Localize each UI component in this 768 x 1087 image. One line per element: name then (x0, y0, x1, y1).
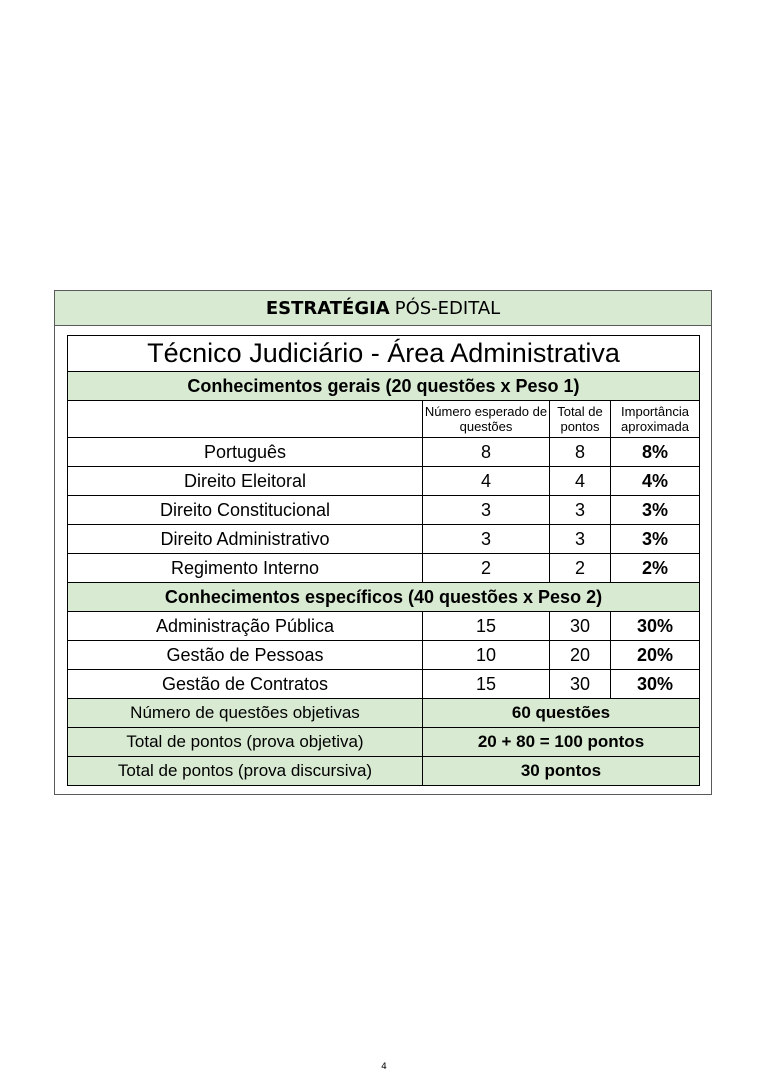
points-cell: 2 (550, 554, 611, 583)
subject-cell: Português (68, 438, 423, 467)
section-especificos (68, 583, 700, 612)
header-blank (68, 401, 423, 438)
importance-cell: 2% (611, 554, 700, 583)
importance-cell: 20% (611, 641, 700, 670)
subject-cell: Gestão de Pessoas (68, 641, 423, 670)
section-gerais-label: Conhecimentos gerais (20 questões x Peso 1) (68, 372, 700, 401)
questions-cell: 2 (423, 554, 550, 583)
header-questions: Número esperado de questões (423, 401, 550, 438)
questions-cell: 15 (423, 612, 550, 641)
table-row (68, 554, 700, 583)
exam-table (67, 335, 700, 786)
table-row (68, 612, 700, 641)
header-importance: Importância aproximada (611, 401, 700, 438)
summary-row (68, 757, 700, 786)
table-row (68, 670, 700, 699)
table-row (68, 438, 700, 467)
table-row (68, 467, 700, 496)
section-especificos-label: Conhecimentos específicos (40 questões x Peso 2) (68, 583, 700, 612)
summary-label: Total de pontos (prova objetiva) (68, 728, 423, 757)
summary-label: Total de pontos (prova discursiva) (68, 757, 423, 786)
summary-row (68, 699, 700, 728)
summary-label: Número de questões objetivas (68, 699, 423, 728)
importance-cell: 3% (611, 525, 700, 554)
points-cell: 30 (550, 670, 611, 699)
subject-cell: Direito Administrativo (68, 525, 423, 554)
subject-cell: Administração Pública (68, 612, 423, 641)
summary-value: 30 pontos (423, 757, 700, 786)
section-gerais (68, 372, 700, 401)
table-title: Técnico Judiciário - Área Administrativa (68, 336, 700, 372)
importance-cell: 4% (611, 467, 700, 496)
points-cell: 8 (550, 438, 611, 467)
summary-row (68, 728, 700, 757)
table-row (68, 496, 700, 525)
importance-cell: 30% (611, 612, 700, 641)
questions-cell: 8 (423, 438, 550, 467)
questions-cell: 10 (423, 641, 550, 670)
subject-cell: Regimento Interno (68, 554, 423, 583)
questions-cell: 15 (423, 670, 550, 699)
questions-cell: 4 (423, 467, 550, 496)
subject-cell: Gestão de Contratos (68, 670, 423, 699)
importance-cell: 3% (611, 496, 700, 525)
importance-cell: 30% (611, 670, 700, 699)
points-cell: 20 (550, 641, 611, 670)
page-number: 4 (381, 1062, 387, 1072)
header-points: Total de pontos (550, 401, 611, 438)
strategy-box (54, 290, 712, 795)
table-row (68, 525, 700, 554)
questions-cell: 3 (423, 496, 550, 525)
points-cell: 4 (550, 467, 611, 496)
importance-cell: 8% (611, 438, 700, 467)
column-header-row (68, 401, 700, 438)
points-cell: 30 (550, 612, 611, 641)
summary-value: 20 + 80 = 100 pontos (423, 728, 700, 757)
banner (55, 291, 711, 326)
subject-cell: Direito Eleitoral (68, 467, 423, 496)
questions-cell: 3 (423, 525, 550, 554)
subject-cell: Direito Constitucional (68, 496, 423, 525)
exam-table-wrapper (67, 335, 699, 786)
points-cell: 3 (550, 496, 611, 525)
banner-rest: PÓS-EDITAL (394, 297, 501, 319)
banner-bold: ESTRATÉGIA (265, 297, 390, 319)
points-cell: 3 (550, 525, 611, 554)
table-row (68, 641, 700, 670)
summary-value: 60 questões (423, 699, 700, 728)
table-title-row (68, 336, 700, 372)
